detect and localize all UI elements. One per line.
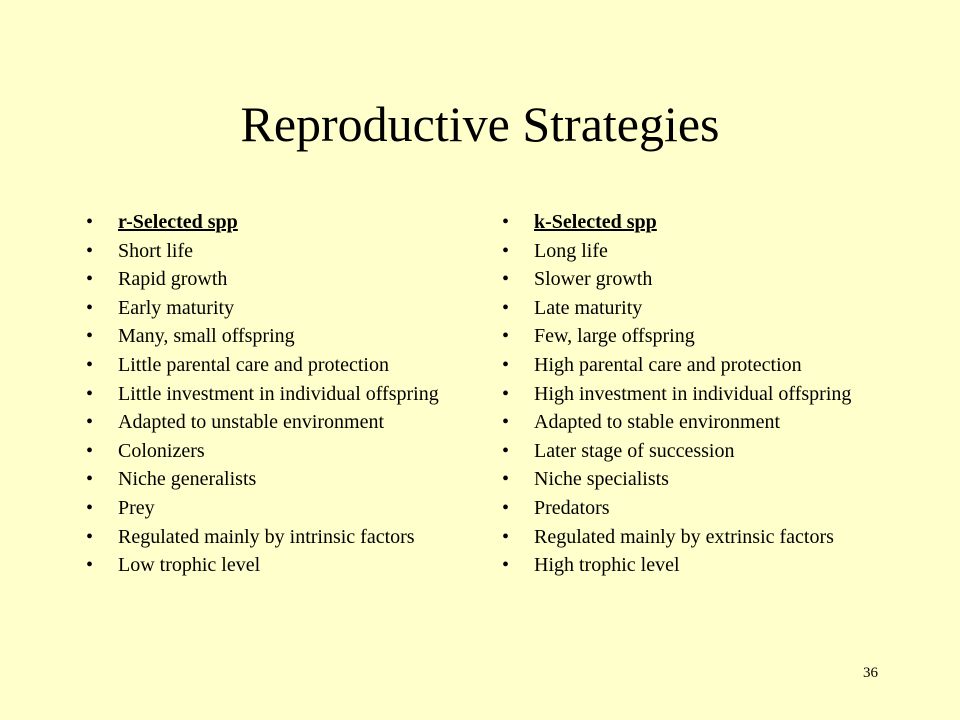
list-item — [502, 494, 882, 523]
bullet-icon: • — [86, 268, 94, 291]
list-item — [86, 322, 466, 351]
list-item-text: Few, large offspring — [534, 325, 695, 348]
list-item-text: Adapted to stable environment — [534, 411, 781, 434]
bullet-icon: • — [502, 525, 510, 548]
list-item — [86, 465, 466, 494]
bullet-icon: • — [502, 439, 510, 462]
bullet-icon: • — [86, 353, 94, 376]
bullet-icon: • — [502, 554, 510, 577]
r-selected-list — [86, 208, 466, 580]
list-item — [502, 437, 882, 466]
list-item-text: Long life — [534, 239, 608, 262]
list-item — [86, 294, 466, 323]
bullet-icon: • — [86, 382, 94, 405]
list-item-text: Rapid growth — [118, 268, 228, 291]
list-item-text: Late maturity — [534, 296, 643, 319]
list-item — [502, 380, 882, 409]
list-item — [502, 408, 882, 437]
bullet-icon: • — [502, 325, 510, 348]
list-item — [502, 294, 882, 323]
list-item — [86, 551, 466, 580]
list-item-text: Early maturity — [118, 296, 235, 319]
bullet-icon: • — [502, 411, 510, 434]
list-item-text: Later stage of succession — [534, 439, 735, 462]
list-item — [86, 208, 466, 237]
bullet-icon: • — [86, 554, 94, 577]
list-item — [86, 265, 466, 294]
bullet-icon: • — [502, 468, 510, 491]
bullet-icon: • — [86, 468, 94, 491]
list-item-text: Low trophic level — [118, 554, 261, 577]
list-item — [86, 351, 466, 380]
list-item-text: Regulated mainly by intrinsic factors — [118, 525, 415, 548]
k-selected-list — [502, 208, 882, 580]
list-item — [86, 380, 466, 409]
list-item — [502, 322, 882, 351]
list-item — [502, 523, 882, 552]
bullet-icon: • — [502, 239, 510, 262]
list-item-text: High parental care and protection — [534, 353, 802, 376]
list-item-text: Slower growth — [534, 268, 653, 291]
list-item-text: Niche specialists — [534, 468, 669, 491]
bullet-icon: • — [502, 353, 510, 376]
list-item — [86, 408, 466, 437]
list-item-text: Little parental care and protection — [118, 353, 389, 376]
k-selected-heading: k-Selected spp — [534, 211, 657, 233]
bullet-icon: • — [86, 439, 94, 462]
bullet-icon: • — [502, 382, 510, 405]
bullet-icon: • — [86, 325, 94, 348]
list-item-text: Colonizers — [118, 439, 205, 462]
list-item-text: High investment in individual offspring — [534, 382, 852, 405]
bullet-icon: • — [86, 525, 94, 548]
page-number: 36 — [863, 665, 878, 681]
list-item — [86, 523, 466, 552]
list-item — [502, 465, 882, 494]
list-item-text: Predators — [534, 496, 610, 519]
list-item — [502, 551, 882, 580]
bullet-icon: • — [502, 211, 510, 233]
slide-title: Reproductive Strategies — [240, 96, 720, 152]
list-item — [502, 208, 882, 237]
list-item — [86, 437, 466, 466]
bullet-icon: • — [86, 411, 94, 434]
list-item-text: Regulated mainly by extrinsic factors — [534, 525, 834, 548]
list-item — [502, 265, 882, 294]
list-item — [86, 494, 466, 523]
list-item — [502, 237, 882, 266]
bullet-icon: • — [86, 296, 94, 319]
list-item-text: Many, small offspring — [118, 325, 295, 348]
bullet-icon: • — [502, 496, 510, 519]
bullet-icon: • — [86, 211, 94, 233]
bullet-icon: • — [502, 268, 510, 291]
r-selected-heading: r-Selected spp — [118, 211, 238, 233]
list-item-text: Prey — [118, 496, 155, 519]
list-item-text: Short life — [118, 239, 193, 262]
list-item-text: High trophic level — [534, 554, 680, 577]
bullet-icon: • — [86, 496, 94, 519]
list-item-text: Adapted to unstable environment — [118, 411, 385, 434]
bullet-icon: • — [502, 296, 510, 319]
list-item-text: Niche generalists — [118, 468, 257, 491]
bullet-icon: • — [86, 239, 94, 262]
list-item-text: Little investment in individual offspring — [118, 382, 439, 405]
list-item — [86, 237, 466, 266]
list-item — [502, 351, 882, 380]
